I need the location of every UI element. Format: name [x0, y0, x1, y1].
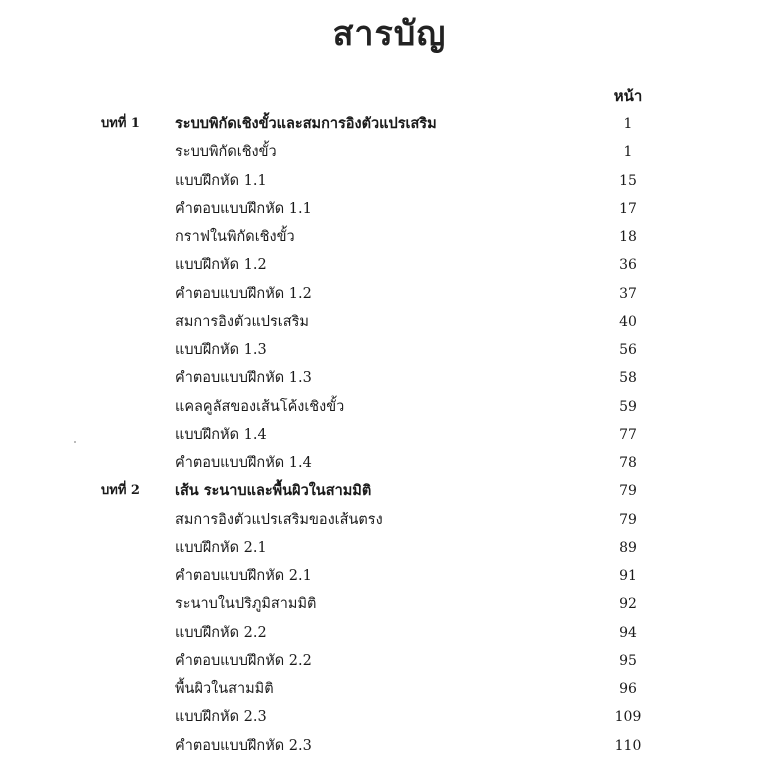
chapter-label: บทที่ 2: [101, 483, 140, 499]
section-title: แบบฝึกหัด 2.3: [175, 709, 267, 726]
section-title: ระบบพิกัดเชิงขั้ว: [175, 144, 277, 161]
page-number: 92: [619, 596, 637, 613]
toc-row: [0, 621, 779, 649]
chapter-title: เส้น ระนาบและพื้นผิวในสามมิติ: [175, 482, 372, 500]
toc-row: [0, 734, 779, 762]
page-number: 94: [619, 624, 637, 641]
section-title: แบบฝึกหัด 1.2: [175, 257, 267, 274]
page-number: 96: [619, 681, 637, 697]
page-column-header: หน้า: [613, 87, 643, 105]
page-number: 58: [619, 370, 637, 387]
toc-row: [0, 705, 779, 733]
page-number: 36: [619, 257, 637, 274]
page-number: 89: [619, 539, 637, 556]
section-title: สมการอิงตัวแปรเสริม: [175, 313, 309, 330]
section-title: แคลคูลัสของเส้นโค้งเชิงขั้ว: [175, 398, 345, 415]
page-number: 77: [619, 426, 637, 443]
toc-row: [0, 395, 779, 423]
toc-list: [0, 112, 779, 762]
section-title: แบบฝึกหัด 1.4: [175, 426, 267, 443]
page-number: 91: [619, 568, 637, 584]
section-title: กราฟในพิกัดเชิงขั้ว: [175, 229, 295, 245]
toc-row: [0, 564, 779, 592]
page-number: 37: [619, 285, 637, 302]
toc-row: [0, 423, 779, 451]
page-title: สารบัญ: [332, 14, 447, 54]
section-title: คำตอบแบบฝึกหัด 1.2: [175, 285, 312, 302]
toc-row: [0, 140, 779, 168]
toc-row: [0, 451, 779, 479]
section-title: ระนาบในปริภูมิสามมิติ: [175, 596, 317, 613]
chapter-title: ระบบพิกัดเชิงขั้วและสมการอิงตัวแปรเสริม: [175, 115, 437, 132]
section-title: สมการอิงตัวแปรเสริมของเส้นตรง: [175, 511, 383, 528]
toc-row: [0, 197, 779, 225]
page-number: 110: [614, 737, 642, 754]
section-title: แบบฝึกหัด 2.2: [175, 624, 267, 641]
toc-row: [0, 169, 779, 197]
page-number: 40: [619, 313, 637, 330]
toc-row: [0, 338, 779, 366]
page-number: 18: [619, 229, 637, 245]
section-title: คำตอบแบบฝึกหัด 1.4: [175, 455, 312, 471]
toc-row: [0, 282, 779, 310]
scan-speck: [74, 441, 76, 443]
section-title: คำตอบแบบฝึกหัด 2.1: [175, 568, 312, 584]
page-number: 109: [614, 709, 642, 726]
chapter-label: บทที่ 1: [101, 116, 140, 131]
toc-row: [0, 253, 779, 281]
page-number: 78: [619, 455, 637, 471]
page-number: 1: [623, 116, 633, 132]
toc-row: [0, 366, 779, 394]
toc-row: [0, 677, 779, 705]
section-title: แบบฝึกหัด 1.3: [175, 342, 267, 358]
page-number: 59: [619, 398, 637, 415]
toc-row: [0, 310, 779, 338]
toc-row: [0, 592, 779, 620]
page-number: 95: [619, 652, 637, 669]
page-number: 15: [619, 172, 637, 189]
toc-row: [0, 508, 779, 536]
toc-row: [0, 536, 779, 564]
toc-row: [0, 112, 779, 140]
section-title: พื้นผิวในสามมิติ: [175, 681, 274, 697]
section-title: คำตอบแบบฝึกหัด 2.2: [175, 652, 312, 669]
page-number: 79: [619, 511, 637, 528]
section-title: คำตอบแบบฝึกหัด 2.3: [175, 737, 312, 754]
toc-row: [0, 479, 779, 507]
section-title: คำตอบแบบฝึกหัด 1.1: [175, 200, 312, 217]
section-title: แบบฝึกหัด 1.1: [175, 172, 267, 189]
section-title: คำตอบแบบฝึกหัด 1.3: [175, 370, 312, 387]
page-number: 79: [619, 483, 637, 500]
section-title: แบบฝึกหัด 2.1: [175, 539, 267, 556]
page-number: 1: [623, 144, 633, 161]
page-number: 56: [619, 342, 637, 358]
toc-row: [0, 649, 779, 677]
page-number: 17: [619, 200, 637, 217]
toc-row: [0, 225, 779, 253]
